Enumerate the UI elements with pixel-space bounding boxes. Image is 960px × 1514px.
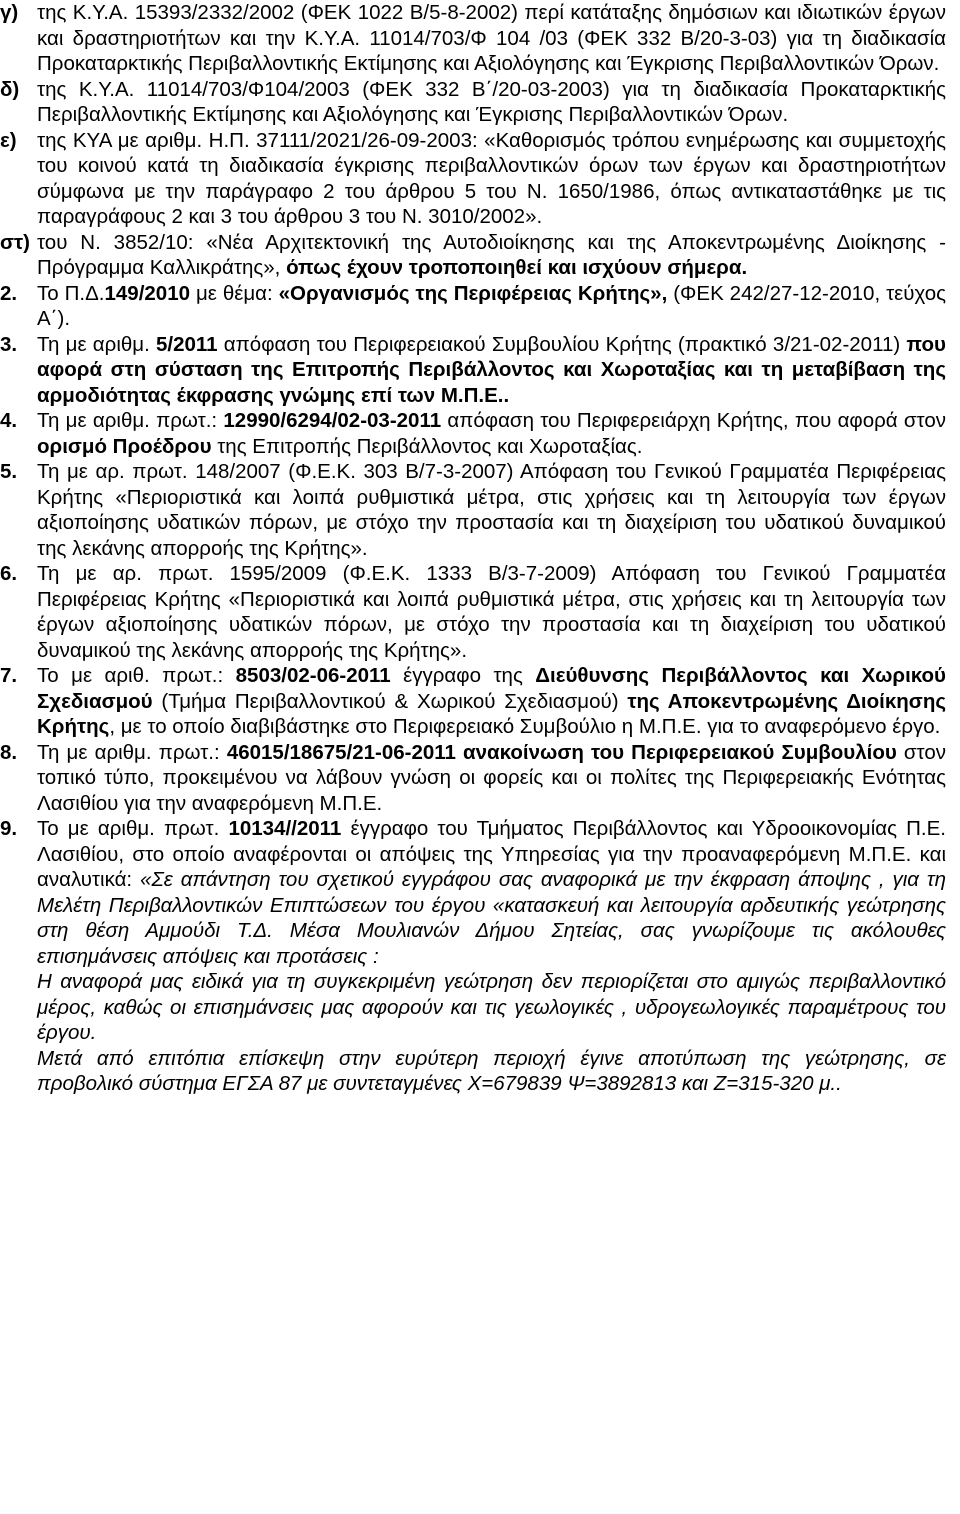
text-run: Τη με αριθμ. [37, 332, 156, 356]
text-run: «Σε απάντηση του σχετικού εγγράφου σας αναφορικά με την έκφραση άποψης , για τη Μελέτη Περιβαλλοντικών Επιπτώσεων του έργου «κατασκευή και λειτουργία αρδευτικής γεώτρησης στη θέση Αμμούδι Τ.Δ. Μέσα Μουλιανών Δήμου Σητείας, σας γνωρίζουμε τις ακόλουθες επισημάνσεις απόψεις και προτάσεις : [37, 868, 946, 968]
text-run: στον τοπικό τύπο, προκειμένου να λάβουν γνώση οι φορείς και οι πολίτες της Περιφερειακής Ενότητας Λασιθίου για την αναφερόμενη Μ.Π.Ε. [37, 740, 947, 815]
text-run: της Κ.Υ.Α. 15393/2332/2002 (ΦΕΚ 1022 Β/5-8-2002) περί κατάταξης δημόσιων και ιδιωτικών έργων και δραστηριοτήτων και την Κ.Υ.Α. 11014/703/Φ 104 /03 (ΦΕΚ 332 Β/20-3-03) για τη διαδικασία Προκαταρκτικής Περιβαλλοντικής Εκτίμησης και Αξιολόγησης και Έγκρισης Περιβαλλοντικών Όρων. [37, 1, 946, 75]
list-item [0, 77, 946, 128]
text-run: Τη με αρ. πρωτ. 1595/2009 (Φ.Ε.Κ. 1333 Β/3-7-2009) Απόφαση του Γενικού Γραμματέα Περιφέρειας Κρήτης «Περιοριστικά και λοιπά ρυθμιστικά μέτρα, στις χρήσεις και τη λειτουργία των έργων αξιοποίησης υδατικών πόρων, με στόχο την προστασία και τη διαχείριση του υδατικού δυναμικού της λεκάνης απορροής της Κρήτης». [37, 562, 946, 662]
text-run: 46015/18675/21-06-2011 ανακοίνωση του Περιφερειακού Συμβουλίου [226, 740, 897, 764]
list-item-text [37, 561, 946, 663]
quoted-paragraph: Η αναφορά μας ειδικά για τη συγκεκριμένη γεώτρηση δεν περιορίζεται στο αμιγώς περιβαλλοντικό μέρος, καθώς οι επισημάνσεις μας αφορούν και τις γεωλογικές , υδρογεωλογικές παραμέτρους του έργου. [37, 970, 946, 1044]
list-item-text [37, 77, 946, 128]
text-run: με θέμα: [190, 281, 279, 305]
list-item [0, 332, 946, 409]
list-item-marker: 5. [0, 460, 18, 483]
list-item-text [37, 740, 946, 817]
list-item-text [37, 0, 946, 77]
text-run: , με το οποίο διαβιβάστηκε στο Περιφερειακό Συμβούλιο η Μ.Π.Ε. για το αναφερόμενο έργο. [109, 715, 941, 738]
list-item-marker: 3. [0, 332, 18, 356]
text-run: (ΦΕΚ 242/27-12-2010, τεύχος Α΄). [37, 281, 947, 330]
text-run: ορισμό Προέδρου [37, 434, 212, 458]
text-run: Το με αριθμ. πρωτ. [37, 817, 229, 840]
list-item-text [37, 408, 946, 459]
list-item-marker: 8. [0, 740, 18, 764]
text-run: 149/2010 [104, 281, 191, 305]
list-item-text [37, 230, 946, 281]
list-item [0, 740, 946, 817]
list-item-text [37, 459, 946, 561]
text-run: 10134//2011 [228, 817, 342, 840]
text-run: Τη με αρ. πρωτ. 148/2007 (Φ.Ε.Κ. 303 Β/7-3-2007) Απόφαση του Γενικού Γραμματέα Περιφέρειας Κρήτης «Περιοριστικά και λοιπά ρυθμιστικά μέτρα, στις χρήσεις και τη λειτουργία των έργων αξιοποίησης υδατικών πόρων, με στόχο την προστασία και τη διαχείριση του υδατικού δυναμικού της λεκάνης απορροής της Κρήτης». [37, 460, 946, 560]
text-run: της Επιτροπής Περιβάλλοντος και Χωροταξίας. [211, 434, 643, 458]
text-run: όπως έχουν τροποποιηθεί και ισχύουν σήμερα. [286, 256, 748, 279]
list-item [0, 408, 946, 459]
list-item-marker: 4. [0, 409, 18, 432]
text-run: Το Π.Δ. [37, 281, 105, 305]
quoted-paragraph: Μετά από επιτόπια επίσκεψη στην ευρύτερη περιοχή έγινε αποτύπωση της γεώτρησης, σε προβολικό σύστημα ΕΓΣΑ 87 με συντεταγμένες Χ=679839 Ψ=3892813 και Ζ=315-320 μ.. [37, 1046, 946, 1095]
text-run: 8503/02-06-2011 [235, 664, 391, 687]
text-run: της Κ.Υ.Α. 11014/703/Φ104/2003 (ΦΕΚ 332 Β΄/20-03-2003) για τη διαδικασία Προκαταρκτικής Περιβαλλοντικής Εκτίμησης και Αξιολόγησης και Έγκρισης Περιβαλλοντικών Όρων. [37, 77, 946, 126]
text-run: Διεύθυνσης Περιβάλλοντος και Χωρικού Σχεδιασμού [37, 664, 946, 713]
list-item [0, 230, 946, 281]
text-run: Το με αριθ. πρωτ.: [37, 664, 236, 687]
text-run: Τη με αριθμ. πρωτ.: [37, 409, 224, 432]
list-item-text [37, 281, 946, 332]
list-item [0, 459, 946, 561]
list-item [0, 561, 946, 663]
text-run: έγγραφο της [390, 664, 536, 687]
list-item-marker: 2. [0, 281, 18, 305]
list-item-marker: 9. [0, 817, 18, 840]
list-item [0, 663, 946, 740]
text-run: του Ν. 3852/10: «Νέα Αρχιτεκτονική της Αυτοδιοίκησης και της Αποκεντρωμένης Διοίκησης - Πρόγραμμα Καλλικράτης», [37, 230, 946, 279]
list-item-marker: στ) [0, 230, 30, 254]
text-run: Τη με αριθμ. πρωτ.: [37, 740, 227, 764]
list-item-text [37, 128, 946, 230]
text-run: απόφαση του Περιφερειακού Συμβουλίου Κρήτης (πρακτικό 3/21-02-2011) [217, 332, 907, 356]
list-item [0, 0, 946, 77]
list-item-marker: 7. [0, 664, 18, 687]
list-item [0, 281, 946, 332]
list-item-marker: δ) [0, 77, 20, 101]
list-item-text [37, 816, 946, 969]
text-run: έγγραφο του Τμήματος Περιβάλλοντος και Υδροοικονομίας Π.Ε. Λασιθίου, στο οποίο αναφέρονται οι απόψεις της Υπηρεσίας για την προαναφερόμενη Μ.Π.Ε. και αναλυτικά: [37, 817, 946, 891]
list-item-marker: ε) [0, 128, 17, 152]
text-run: 5/2011 [156, 332, 218, 356]
text-run: 12990/6294/02-03-2011 [223, 409, 442, 432]
text-run: «Οργανισμός της Περιφέρειας Κρήτης», [278, 281, 668, 305]
list-item [0, 128, 946, 230]
text-run: που αφορά στη σύσταση της Επιτροπής Περιβάλλοντος και Χωροταξίας και τη μεταβίβαση της αρμοδιότητας έκφρασης γνώμης επί των Μ.Π.Ε.. [37, 332, 946, 407]
list-item [0, 816, 946, 1097]
list-item-text [37, 663, 946, 740]
text-run: της Αποκεντρωμένης Διοίκησης Κρήτης [37, 689, 947, 738]
text-run: της ΚΥΑ με αριθμ. Η.Π. 37111/2021/26-09-2003: «Καθορισμός τρόπου ενημέρωσης και συμμετοχής του κοινού κατά τη διαδικασία έγκρισης περιβαλλοντικών όρων των έργων και δραστηριοτήτων σύμφωνα με την παράγραφο 2 του άρθρου 5 του Ν. 1650/1986, όπως αντικαταστάθηκε με τις παραγράφους 2 και 3 του άρθρου 3 του Ν. 3010/2002». [37, 128, 946, 228]
text-run: (Τμήμα Περιβαλλοντικού & Χωρικού Σχεδιασμού) [152, 689, 628, 713]
list-item-marker: γ) [0, 1, 19, 24]
list-item-text [37, 332, 946, 409]
list-item-marker: 6. [0, 562, 18, 585]
text-run: απόφαση του Περιφερειάρχη Κρήτης, που αφορά στον [441, 409, 947, 432]
